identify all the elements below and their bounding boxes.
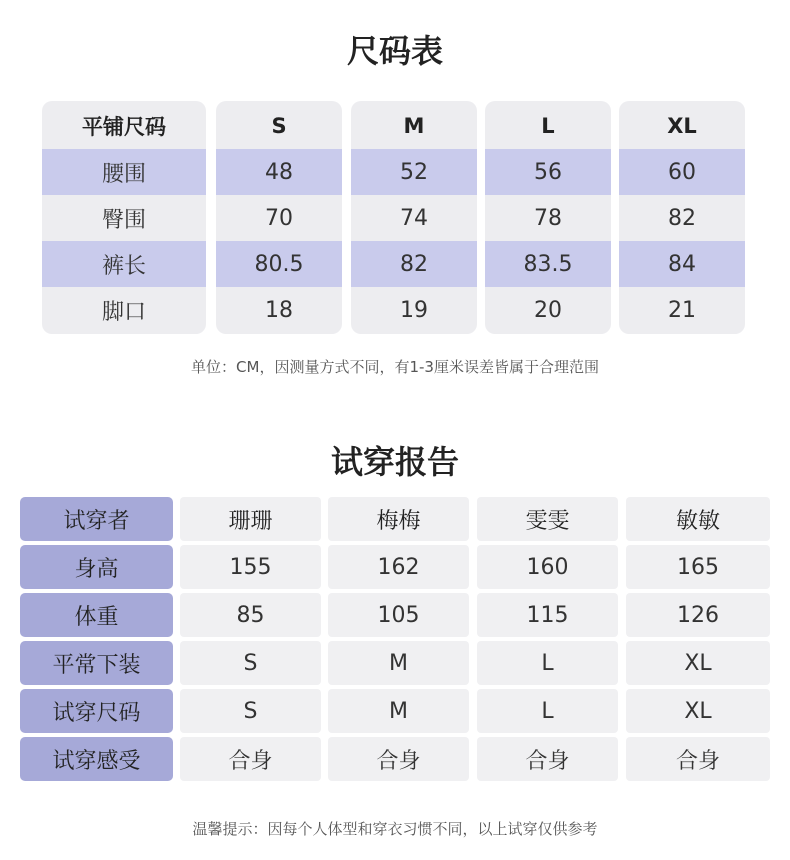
size-cell: 74 xyxy=(400,205,428,231)
report-tester-name: 梅梅 xyxy=(328,497,469,541)
size-column-xl xyxy=(619,101,745,334)
size-cell: 80.5 xyxy=(216,241,342,287)
report-cell: S xyxy=(180,641,321,685)
report-tester-name: 雯雯 xyxy=(477,497,618,541)
size-column-s xyxy=(216,101,342,334)
report-cell: M xyxy=(328,689,469,733)
report-cell: L xyxy=(477,641,618,685)
report-cell: 115 xyxy=(477,593,618,637)
size-cell: 52 xyxy=(351,149,477,195)
report-tester-name: 珊珊 xyxy=(180,497,321,541)
report-cell: 155 xyxy=(180,545,321,589)
report-cell: XL xyxy=(626,641,770,685)
size-column-m xyxy=(351,101,477,334)
report-cell: 162 xyxy=(328,545,469,589)
report-cell: 合身 xyxy=(328,737,469,781)
size-header-s: S xyxy=(271,114,287,138)
size-chart-title: 尺码表 xyxy=(346,32,443,70)
size-cell: 20 xyxy=(534,297,562,323)
size-column-l xyxy=(485,101,611,334)
fitting-report-title: 试穿报告 xyxy=(330,443,459,481)
report-label-height: 身高 xyxy=(20,545,173,589)
row-label-hem: 脚口 xyxy=(101,299,146,325)
size-cell: 83.5 xyxy=(485,241,611,287)
report-cell: 合身 xyxy=(626,737,770,781)
size-cell: 18 xyxy=(265,297,293,323)
row-label-length: 裤长 xyxy=(42,241,206,287)
row-label-hip: 臀围 xyxy=(101,207,146,233)
report-cell: L xyxy=(477,689,618,733)
report-cell: 160 xyxy=(477,545,618,589)
size-cell: 84 xyxy=(619,241,745,287)
size-cell: 48 xyxy=(216,149,342,195)
size-header-m: M xyxy=(403,114,425,138)
report-tester-name: 敏敏 xyxy=(626,497,770,541)
size-column-labels xyxy=(42,101,206,334)
size-header-l: L xyxy=(541,114,555,138)
size-cell: 78 xyxy=(534,205,562,231)
size-header-xl: XL xyxy=(667,114,697,138)
report-label-tried-size: 试穿尺码 xyxy=(20,689,173,733)
size-header-label: 平铺尺码 xyxy=(82,115,166,139)
size-cell: 19 xyxy=(400,297,428,323)
report-label-weight: 体重 xyxy=(20,593,173,637)
size-cell: 56 xyxy=(485,149,611,195)
report-label-tester: 试穿者 xyxy=(20,497,173,541)
report-cell: S xyxy=(180,689,321,733)
report-cell: 126 xyxy=(626,593,770,637)
size-cell: 21 xyxy=(668,297,696,323)
report-cell: 165 xyxy=(626,545,770,589)
size-cell: 82 xyxy=(351,241,477,287)
fitting-report-note: 温馨提示：因每个人体型和穿衣习惯不同，以上试穿仅供参考 xyxy=(192,820,598,838)
report-cell: XL xyxy=(626,689,770,733)
row-label-waist: 腰围 xyxy=(42,149,206,195)
report-label-feeling: 试穿感受 xyxy=(20,737,173,781)
size-cell: 82 xyxy=(668,205,696,231)
report-cell: M xyxy=(328,641,469,685)
size-chart-note: 单位：CM，因测量方式不同，有1-3厘米误差皆属于合理范围 xyxy=(191,358,599,376)
report-cell: 合身 xyxy=(180,737,321,781)
report-label-usual-size: 平常下装 xyxy=(20,641,173,685)
size-cell: 60 xyxy=(619,149,745,195)
report-cell: 合身 xyxy=(477,737,618,781)
report-cell: 85 xyxy=(180,593,321,637)
size-cell: 70 xyxy=(265,205,293,231)
report-cell: 105 xyxy=(328,593,469,637)
